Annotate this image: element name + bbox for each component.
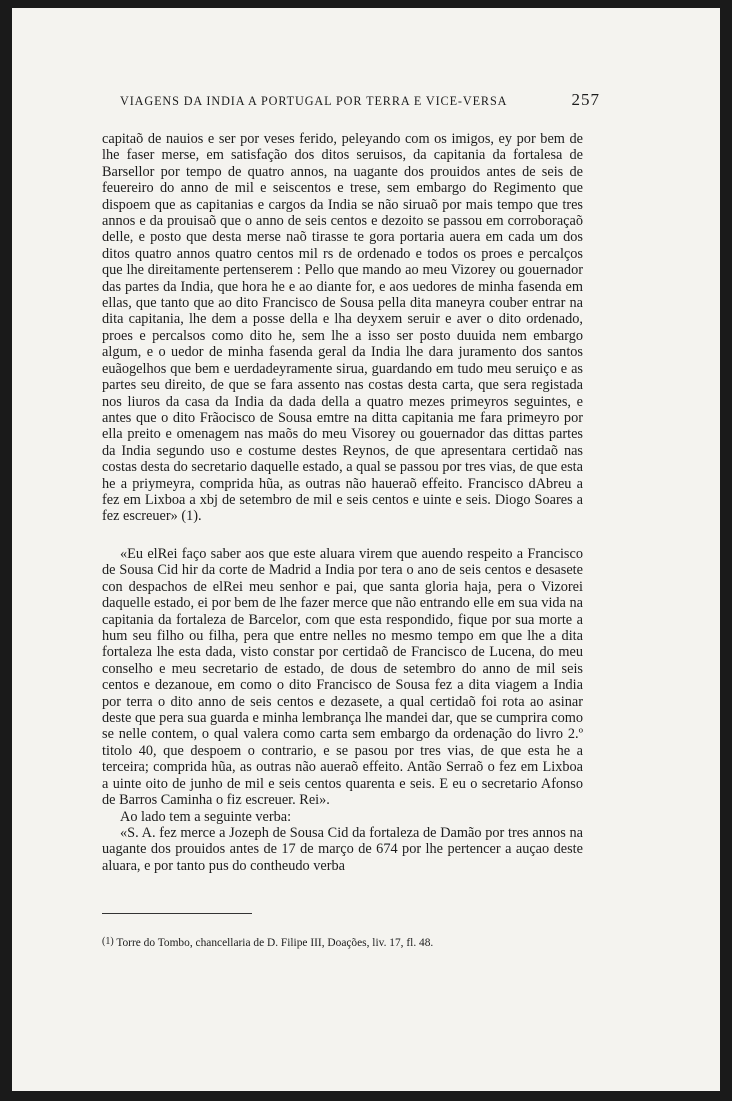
paragraph-2 [102, 546, 583, 874]
paragraph-1 [102, 131, 583, 525]
text-block-4: «S. A. fez merce a Jozeph de Sousa Cid da fortaleza de Damão por tres annos na uagante dos prouidos antes de 17 de março de 674 por lhe pertencer a auçao deste aluara, e por tanto pus do contheudo verba [102, 824, 583, 874]
page-header [120, 90, 600, 110]
text-block-1: capitaõ de nauios e ser por veses ferido, peleyando com os imigos, ey por bem de lhe faser merse, em satisfação dos ditos seruisos, da capitania da fortalesa de Barsellor por tempo de quatro annos, na uagante dos prouidos antes de seis de feuereiro do anno de mil e seiscentos e trese, sem embargo do Regimento que dispoem que as capitanias e cargos da India se não siruaõ por mais tempo que tres annos e da prouisaõ que o anno de seis centos e dezoito se passou em corroboraçaõ delle, e posto que desta merse naõ tirasse te gora portaria auera em cada um dos ditos quatro annos quatro centos mil rs de ordenado e todos os proes e percalços que lhe direitamente pertenserem : Pello que mando ao meu Vizorey ou gouernador das partes da India, que hora he e ao diante for, e aos uedores de minha fasenda em ellas, que tanto que ao dito Francisco de Sousa pella dita maneyra couber entrar na dita capitania, lhe dem a posse della e lha deyxem seruir e aver o dito ordenado, proes e percalsos como dito he, sem lhe a isso ser posto duuida nem embargo algum, e o uedor de minha fasenda geral da India lhe dara juramento dos santos euãogelhos que bem e uerdadeyramente sirua, guardando em tudo meu seruiço e as partes seu direito, de que se fara assento nas costas desta carta, que sera registada nos liuros da casa da India da dada della a quatro mezes primeyros seguintes, e antes que o dito Frãocisco de Sousa emtre na ditta capitania me fara primeyro por ella preito e omenagem nas maõs do meu Visorey ou gouernador das dittas partes da India segundo uso e costume destes Reynos, de que apresentara certidaõ nas costas desta do secretario daquelle estado, a qual se passou por tres vias, de que esta he a priymeyra, comprida hũa, as outras não haueraõ effeito. Francisco dAbreu a fez em Lixboa a xbj de setembro de mil e seis centos e uinte e seis. Diogo Soares a fez escreuer» (1). [102, 131, 583, 525]
document-page [12, 8, 720, 1091]
text-block-2: «Eu elRei faço saber aos que este aluara virem que auendo respeito a Francisco de Sousa Cid hir da corte de Madrid a India por tera o ano de seis centos e desasete con despachos de elRei meu senhor e pai, que santa gloria haja, pera o Vizorei daquelle estado, ei por bem de lhe fazer merce que não entrando elle em sua vida na capitania da fortaleza de Barcelor, com que esta respondido, fique por sua morte a hum seu filho ou filha, pera que entre nelles no mesmo tempo em que lhe a dita fortaleza lhe esta dada, visto constar por certidaõ de Francisco de Lucena, do meu conselho e meu secretario de estado, de dous de setembro do anno de mil seis centos e dezanoue, em como o dito Francisco de Sousa fez a dita viagem a India por terra o dito anno de seis centos e dezasete, a qual certidaõ foi rota ao asinar deste que pera sua guarda e minha lembrança lhe mandei dar, que se cumprira como se nelle contem, o qual valera como carta sem embargo da ordenação do livro 2.º titolo 40, que despoem o contrario, e se pasou por tres vias, de que esta he a terceira; comprida hũa, as outras não aueraõ effeito. Antão Serraõ o fez em Lixboa a uinte oito de junho de mil e seis centos quarenta e seis. E eu o secretario Afonso de Barros Caminha o fiz escreuer. Rei». [102, 546, 583, 809]
footnote [102, 936, 583, 949]
footnote-divider [102, 913, 252, 914]
running-title: VIAGENS DA INDIA A PORTUGAL POR TERRA E VICE-VERSA [120, 94, 508, 108]
footnote-marker: (1) [102, 936, 114, 947]
text-block-3: Ao lado tem a seguinte verba: [120, 808, 292, 825]
page-number: 257 [571, 90, 600, 109]
footnote-text: Torre do Tombo, chancellaria de D. Filipe III, Doações, liv. 17, fl. 48. [116, 937, 434, 949]
